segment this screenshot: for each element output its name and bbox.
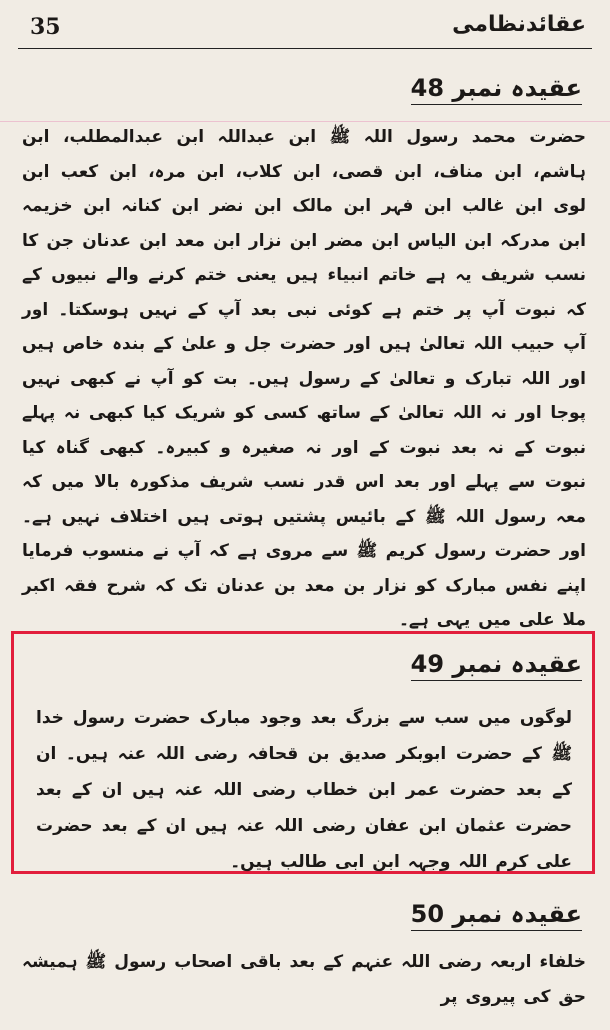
heading-text: عقیدہ نمبر 48 <box>410 74 582 102</box>
page-number: 35 <box>30 14 61 40</box>
section-heading-49 <box>411 650 582 681</box>
heading-underline <box>411 680 582 681</box>
page-header <box>18 8 592 48</box>
heading-text: عقیدہ نمبر 50 <box>410 900 582 928</box>
heading-text: عقیدہ نمبر 49 <box>410 650 582 678</box>
section-text-48: حضرت محمد رسول اللہ ﷺ ابن عبداللہ ابن عبدالمطلب، ابن ہاشم، ابن مناف، ابن قصی، ابن کلاب، ابن مرہ، ابن کعب ابن لوی ابن غالب ابن فہر ابن مالک ابن نضر ابن کنانہ ابن خزیمہ ابن مدرکہ ابن الیاس ابن مضر ابن نزار ابن معد ابن عدنان جن کا نسب شریف یہ ہے خاتم انبیاء ہیں یعنی ختم کرنے والے نبیوں کے کہ نبوت آپ پر ختم ہے کوئی نبی بعد آپ کے نہیں ہوسکتا۔ اور آپ حبیب اللہ تعالیٰ ہیں اور حضرت جل و علیٰ کے بندہ خاص ہیں اور اللہ تبارک و تعالیٰ کے رسول ہیں۔ بت کو آپ نے کبھی نہیں پوجا اور نہ اللہ تعالیٰ کے ساتھ کسی کو شریک کیا کبھی نہ پہلے نبوت کے نہ بعد نبوت کے اور نہ صغیرہ و کبیرہ۔ کبھی گناہ کیا نبوت سے پہلے اور بعد اس قدر نسب شریف مذکورہ بالا میں کہ معہ رسول اللہ ﷺ کے بائیس پشتیں ہوتی ہیں اختلاف نہیں ہے۔ اور حضرت رسول کریم ﷺ سے مروی ہے کہ آپ نے منسوب فرمایا اپنے نفس مبارک کو نزار بن معد بن عدنان تک کہ شرح فقہ اکبر ملا علی میں یہی ہے۔ <box>22 127 586 630</box>
heading-underline <box>411 930 582 931</box>
section-heading-48 <box>411 74 582 105</box>
section-heading-50 <box>411 900 582 931</box>
heading-underline <box>411 104 582 105</box>
section-text-49: لوگوں میں سب سے بزرگ بعد وجود مبارک حضرت رسول خدا ﷺ کے حضرت ابوبکر صدیق بن قحافہ رضی اللہ عنہ ہیں۔ ان کے بعد حضرت عمر ابن خطاب رضی اللہ عنہ ہیں ان کے بعد حضرت عثمان ابن عفان رضی اللہ عنہ ہیں ان کے بعد حضرت علی کرم اللہ وجہہ ابن ابی طالب ہیں۔ <box>36 708 572 872</box>
header-divider <box>18 48 592 49</box>
book-title: عقائدنظامی <box>452 12 586 37</box>
section-text-50: خلفاء اربعہ رضی اللہ عنہم کے بعد باقی اصحاب رسول ﷺ ہمیشہ حق کی پیروی پر <box>22 952 586 1007</box>
